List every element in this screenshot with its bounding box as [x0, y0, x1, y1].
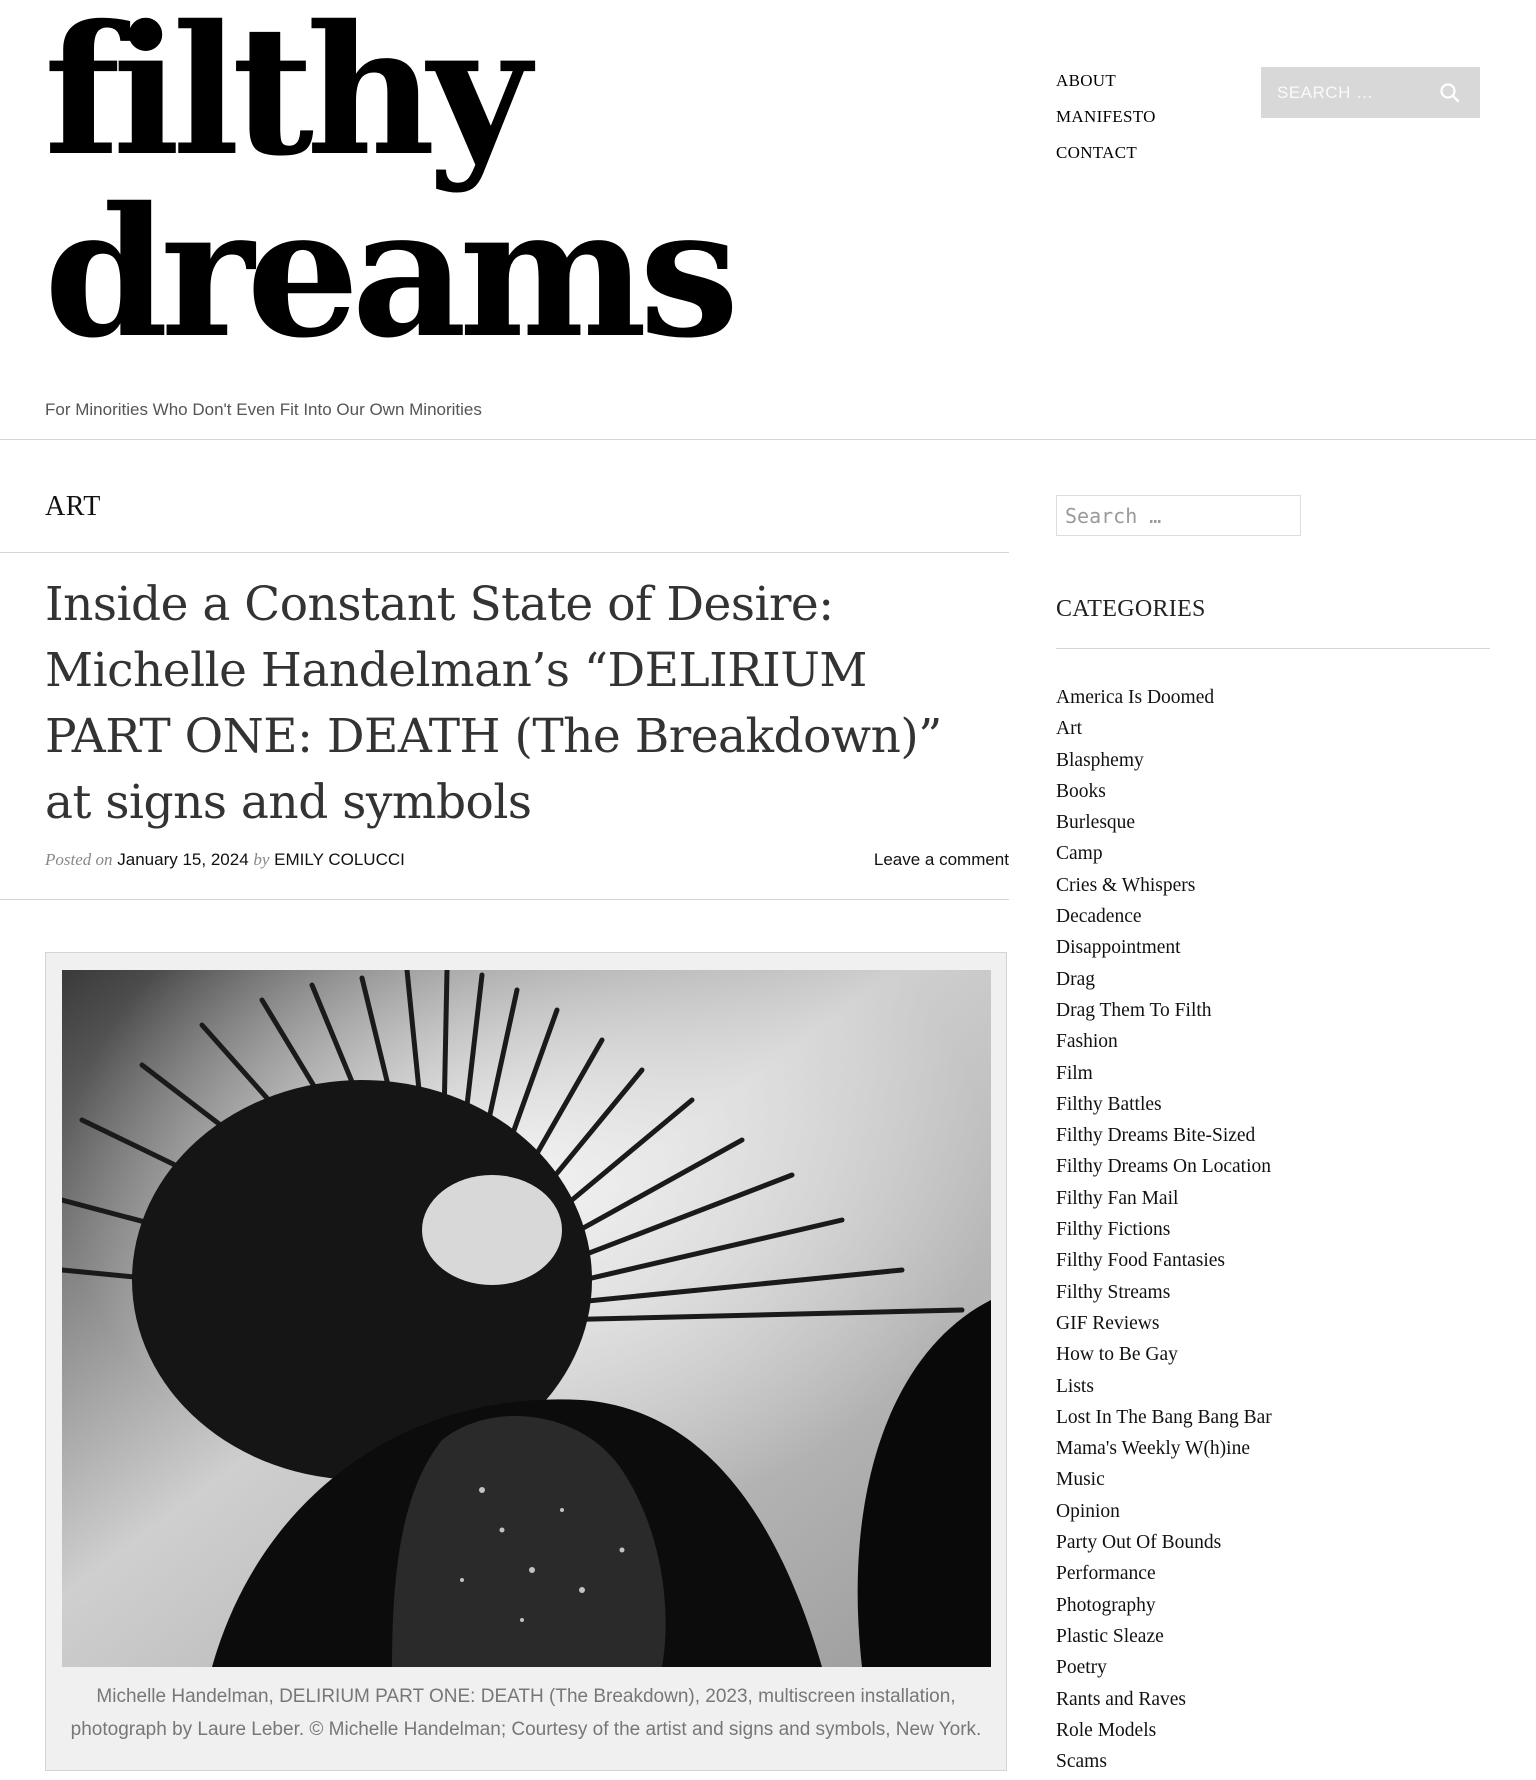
- category-link[interactable]: Filthy Dreams On Location: [1056, 1156, 1272, 1178]
- top-navigation: [1056, 70, 1156, 178]
- category-link[interactable]: Camp: [1056, 843, 1103, 865]
- category-link[interactable]: Film: [1056, 1062, 1093, 1084]
- post-date-link[interactable]: January 15, 2024: [117, 850, 249, 869]
- category-link[interactable]: Scams: [1056, 1751, 1107, 1773]
- category-link[interactable]: America Is Doomed: [1056, 687, 1215, 708]
- category-link[interactable]: Drag: [1056, 968, 1095, 990]
- site-logo[interactable]: [44, 0, 732, 377]
- category-link[interactable]: Filthy Dreams Bite-Sized: [1056, 1125, 1256, 1147]
- category-link[interactable]: Books: [1056, 780, 1106, 802]
- category-link[interactable]: Filthy Fictions: [1056, 1219, 1171, 1241]
- site-tagline: For Minorities Who Don't Even Fit Into Our Own Minorities: [45, 400, 482, 419]
- category-link[interactable]: Plastic Sleaze: [1056, 1625, 1164, 1647]
- category-link[interactable]: Party Out Of Bounds: [1056, 1532, 1222, 1554]
- divider: [0, 552, 1009, 553]
- categories-heading: CATEGORIES: [1056, 596, 1206, 622]
- category-link[interactable]: Rants and Raves: [1056, 1688, 1186, 1710]
- archive-title: ART: [45, 491, 101, 522]
- category-link[interactable]: Disappointment: [1056, 937, 1181, 959]
- post-title[interactable]: Inside a Constant State of Desire: Michelle Handelman’s “DELIRIUM PART ONE: DEATH (The Breakdown)” at signs and symbols: [45, 577, 942, 830]
- category-link[interactable]: Poetry: [1056, 1657, 1107, 1679]
- category-link[interactable]: Lists: [1056, 1375, 1094, 1397]
- category-link[interactable]: Filthy Fan Mail: [1056, 1187, 1179, 1209]
- category-link[interactable]: Decadence: [1056, 906, 1142, 928]
- category-link[interactable]: Performance: [1056, 1563, 1156, 1585]
- search-icon[interactable]: [1439, 82, 1461, 104]
- category-link[interactable]: Burlesque: [1056, 812, 1136, 834]
- category-link[interactable]: GIF Reviews: [1056, 1312, 1160, 1334]
- category-link[interactable]: Lost In The Bang Bang Bar: [1056, 1406, 1272, 1428]
- categories-list: [1056, 685, 1272, 1780]
- category-link[interactable]: Blasphemy: [1056, 749, 1144, 771]
- author-link[interactable]: EMILY COLUCCI: [274, 850, 405, 869]
- sidebar-search-input[interactable]: [1056, 495, 1301, 536]
- post-figure: [45, 952, 1007, 1771]
- category-link[interactable]: Role Models: [1056, 1719, 1157, 1741]
- category-link[interactable]: Fashion: [1056, 1031, 1118, 1053]
- nav-item-about[interactable]: ABOUT: [1056, 71, 1117, 90]
- divider: [0, 899, 1009, 900]
- category-link[interactable]: Drag Them To Filth: [1056, 999, 1212, 1021]
- divider: [1056, 648, 1490, 649]
- category-link[interactable]: Art: [1056, 718, 1082, 740]
- category-link[interactable]: Filthy Streams: [1056, 1281, 1171, 1303]
- category-link[interactable]: Mama's Weekly W(h)ine: [1056, 1438, 1251, 1460]
- category-link[interactable]: Filthy Food Fantasies: [1056, 1250, 1226, 1272]
- post-image[interactable]: [62, 970, 991, 1667]
- site-title-line-1: filthy: [44, 0, 523, 195]
- leave-comment-link[interactable]: Leave a comment: [873, 850, 1009, 869]
- nav-item-contact[interactable]: CONTACT: [1056, 143, 1138, 162]
- by-label: by: [253, 850, 270, 869]
- header-search-box: [1261, 67, 1480, 118]
- image-caption: Michelle Handelman, DELIRIUM PART ONE: DEATH (The Breakdown), 2023, multiscreen installation, photograph by Laure Leber. © Michelle Handelman; Courtesy of the artist and signs and symbols, New York.: [70, 1686, 982, 1740]
- header-search-input[interactable]: [1275, 81, 1429, 105]
- posted-on-label: Posted on: [45, 850, 113, 869]
- header-divider: [0, 439, 1536, 440]
- category-link[interactable]: Photography: [1056, 1594, 1156, 1616]
- category-link[interactable]: Filthy Battles: [1056, 1093, 1162, 1115]
- category-link[interactable]: How to Be Gay: [1056, 1344, 1178, 1366]
- post-meta: [45, 850, 405, 870]
- nav-item-manifesto[interactable]: MANIFESTO: [1056, 107, 1156, 126]
- category-link[interactable]: Music: [1056, 1469, 1105, 1491]
- site-title-line-2: dreams: [44, 168, 732, 377]
- category-link[interactable]: Cries & Whispers: [1056, 874, 1196, 896]
- category-link[interactable]: Opinion: [1056, 1500, 1120, 1522]
